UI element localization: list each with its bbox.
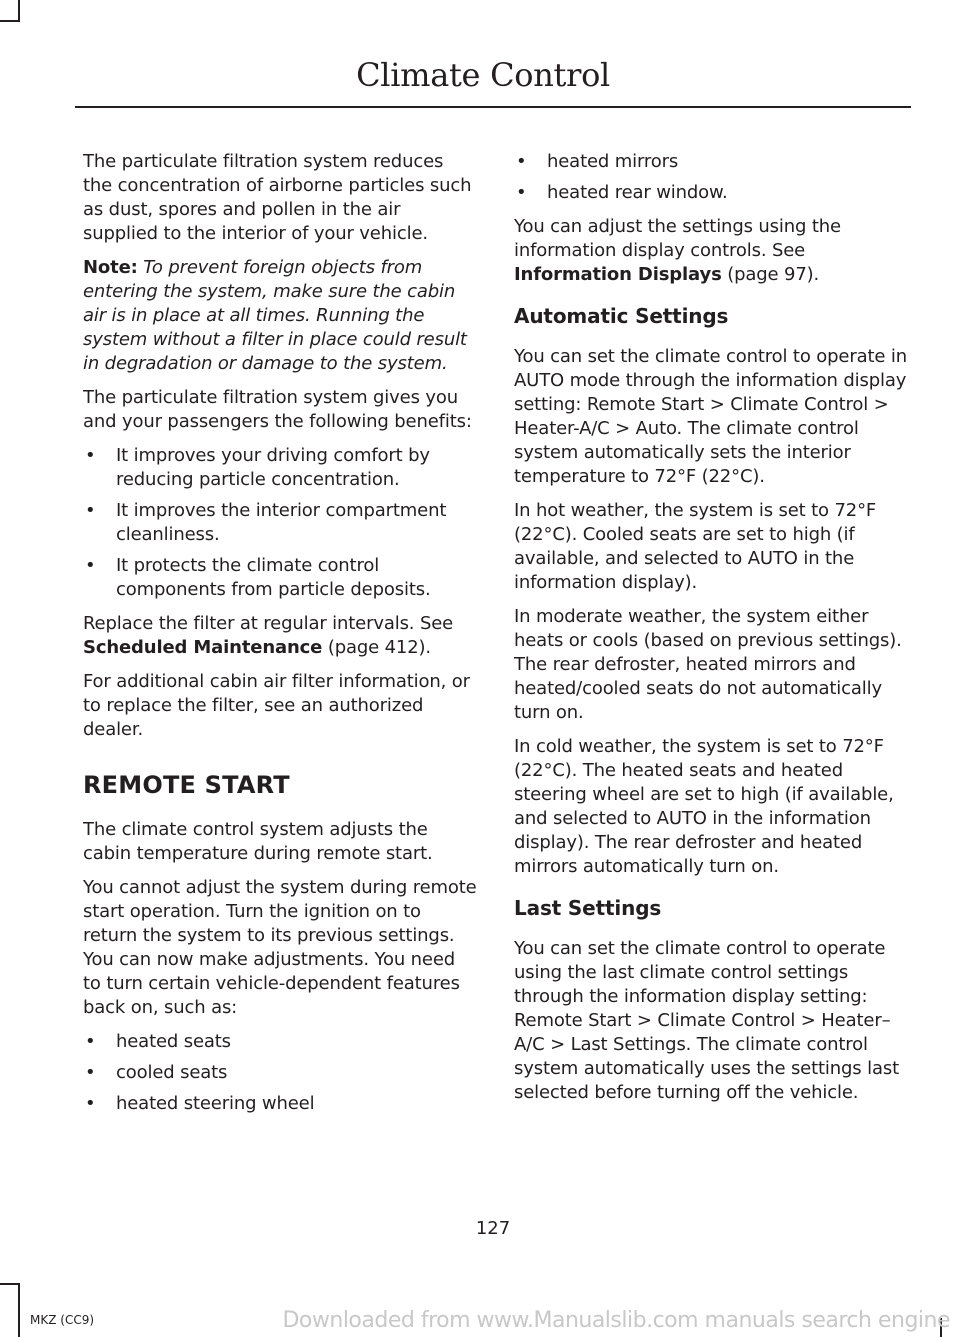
- paragraph: You cannot adjust the system during remote start operation. Turn the ignition on to return the system to its previous settings. You can now make adjustments. You need to turn certain vehicle-dependent features back on, such as:: [83, 877, 477, 1018]
- replace-text: Replace the filter at regular intervals. See: [83, 613, 454, 634]
- download-watermark: Downloaded from www.Manualslib.com manuals search engine: [282, 1308, 950, 1333]
- paragraph: In moderate weather, the system either heats or cools (based on previous settings). The rear defroster, heated mirrors and heated/cooled seats do not automatically turn on.: [514, 606, 902, 723]
- list-item-text: It protects the climate control components from particle deposits.: [116, 555, 431, 600]
- list-item-text: heated steering wheel: [116, 1093, 315, 1114]
- benefits-list: [83, 444, 477, 602]
- model-code: MKZ (CC9): [30, 1313, 95, 1327]
- list-item-text: heated rear window.: [547, 182, 728, 203]
- crop-mark: [0, 1283, 20, 1285]
- list-item-text: cooled seats: [116, 1062, 228, 1083]
- list-item: [83, 1030, 477, 1054]
- list-item: [83, 444, 477, 492]
- bullet-icon: •: [85, 1062, 96, 1083]
- subheading-last-settings: Last Settings: [514, 896, 662, 920]
- paragraph: In cold weather, the system is set to 72°F (22°C). The heated seats and heated steering wheel are set to high (if available, and selected to AUTO in the information display). The rear defroster and heated mirrors automatically turn on.: [514, 736, 894, 877]
- bullet-icon: •: [516, 182, 527, 203]
- list-item-text: It improves the interior compartment cleanliness.: [116, 500, 447, 545]
- bullet-icon: •: [85, 1031, 96, 1052]
- page-title: Climate Control: [356, 56, 610, 94]
- bullet-icon: •: [85, 445, 96, 466]
- list-item-text: It improves your driving comfort by reducing particle concentration.: [116, 445, 430, 490]
- section-heading: REMOTE START: [83, 771, 290, 799]
- bullet-icon: •: [85, 555, 96, 576]
- list-item: [514, 181, 910, 205]
- paragraph: The climate control system adjusts the cabin temperature during remote start.: [83, 819, 433, 864]
- crop-mark: [0, 20, 20, 22]
- subheading-automatic-settings: Automatic Settings: [514, 304, 729, 328]
- list-item: [83, 554, 477, 602]
- scheduled-maintenance-link[interactable]: Scheduled Maintenance: [83, 637, 323, 658]
- list-item: [83, 1061, 477, 1085]
- note: [83, 256, 477, 376]
- features-list-continued: [514, 150, 910, 205]
- page-reference: (page 97).: [727, 264, 820, 285]
- list-item: [83, 1092, 477, 1116]
- right-column: [514, 150, 910, 1115]
- bullet-icon: •: [516, 151, 527, 172]
- crop-mark: [18, 0, 20, 20]
- bullet-icon: •: [85, 500, 96, 521]
- paragraph: In hot weather, the system is set to 72°F (22°C). Cooled seats are set to high (if available, and selected to AUTO in the information display).: [514, 500, 877, 593]
- note-label: Note:: [83, 257, 138, 278]
- list-item-text: heated mirrors: [547, 151, 679, 172]
- list-item-text: heated seats: [116, 1031, 231, 1052]
- list-item: [514, 150, 910, 174]
- crop-mark: [18, 1283, 20, 1337]
- paragraph: You can set the climate control to operate in AUTO mode through the information display setting: Remote Start > Climate Control > Heater-A/C > Auto. The climate control system automatically sets the interior temperature to 72°F (22°C).: [514, 346, 907, 487]
- adjust-settings-paragraph: [514, 215, 910, 287]
- left-column: [83, 150, 477, 1126]
- page-reference: (page 412).: [327, 637, 431, 658]
- adjust-text: You can adjust the settings using the information display controls. See: [514, 216, 841, 261]
- replace-filter-paragraph: [83, 612, 477, 660]
- paragraph: The particulate filtration system gives you and your passengers the following benefits:: [83, 387, 472, 432]
- information-displays-link[interactable]: Information Displays: [514, 264, 722, 285]
- bullet-icon: •: [85, 1093, 96, 1114]
- note-text: To prevent foreign objects from entering the system, make sure the cabin air is in place at all times. Running the system without a filter in place could result in degradation or damage to the system.: [83, 257, 467, 374]
- list-item: [83, 499, 477, 547]
- paragraph: The particulate filtration system reduces the concentration of airborne particles such as dust, spores and pollen in the air supplied to the interior of your vehicle.: [83, 151, 472, 244]
- header-rule: [75, 106, 911, 108]
- page-number: 127: [475, 1218, 511, 1239]
- paragraph: You can set the climate control to operate using the last climate control settings through the information display setting: Remote Start > Climate Control > Heater–A/C > Last Settings. The climate control system automatically uses the settings last selected before turning off the vehicle.: [514, 938, 899, 1103]
- features-list: [83, 1030, 477, 1116]
- paragraph: For additional cabin air filter information, or to replace the filter, see an authorized dealer.: [83, 671, 470, 740]
